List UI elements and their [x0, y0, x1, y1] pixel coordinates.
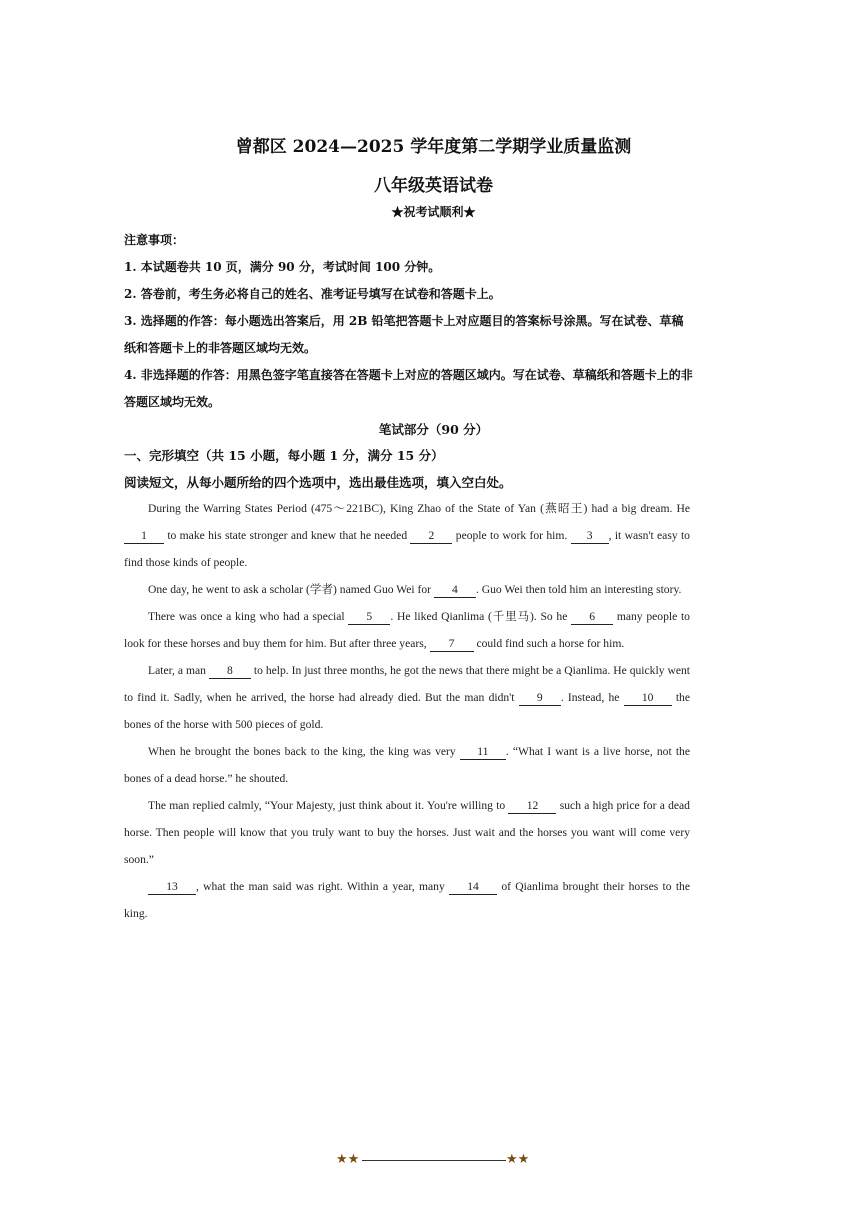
passage-text: One day, he went to ask a scholar (学者) named Guo Wei for: [148, 583, 434, 596]
passage-text: . Instead, he: [560, 691, 624, 704]
blank-9: 9: [519, 691, 561, 706]
notice-heading: 注意事项：: [124, 233, 185, 247]
passage-text: to make his state stronger and knew that he needed: [164, 529, 411, 542]
exam-subtitle: 八年级英语试卷: [374, 176, 493, 196]
star-icon: ★★: [506, 1152, 530, 1167]
exam-title: 曾都区 2024—2025 学年度第二学期学业质量监测: [235, 137, 632, 157]
passage-paragraph-5: [124, 738, 690, 792]
blank-7: 7: [430, 637, 474, 652]
exam-wish: ★祝考试顺利★: [391, 205, 476, 219]
blank-11: 11: [460, 745, 506, 760]
passage-text: such a high price for a dead horse. Then people will know that you truly want to buy the horses. Just wait and the horses you want will come very soon.”: [124, 799, 690, 866]
passage-paragraph-3: [124, 603, 690, 657]
passage-text: many people to look for these horses and buy them for him. But after three years,: [124, 610, 690, 650]
notice-item-1: 1. 本试题卷共 10 页，满分 90 分，考试时间 100 分钟。: [124, 260, 441, 274]
star-icon: ★★: [336, 1152, 360, 1167]
passage-text: During the Warring States Period (475～221BC), King Zhao of the State of Yan (燕昭王) had a big dream. He: [148, 502, 690, 515]
notice-item-2: 2. 答卷前，考生务必将自己的姓名、准考证号填写在试卷和答题卡上。: [124, 287, 501, 301]
footer-divider: [362, 1160, 506, 1161]
blank-5: 5: [348, 610, 390, 625]
part-title: 一、完形填空（共 15 小题，每小题 1 分，满分 15 分）: [124, 448, 444, 463]
passage-text: When he brought the bones back to the king, the king was very: [148, 745, 460, 758]
passage-text: the bones of the horse with 500 pieces of gold.: [124, 691, 690, 731]
passage-text: . Guo Wei then told him an interesting story.: [475, 583, 682, 596]
notice-item-4: 4. 非选择题的作答：用黑色签字笔直接答在答题卡上对应的答题区域内。写在试卷、草稿纸和答题卡上的非答题区域均无效。: [124, 368, 693, 409]
blank-1: 1: [124, 529, 164, 544]
passage-text: . “What I want is a live horse, not the bones of a dead horse.” he shouted.: [124, 745, 690, 785]
section-title: 笔试部分（90 分）: [378, 422, 489, 437]
blank-4: 4: [434, 583, 476, 598]
blank-13: 13: [148, 880, 196, 895]
blank-3: 3: [571, 529, 609, 544]
blank-2: 2: [410, 529, 452, 544]
passage-text: The man replied calmly, “Your Majesty, just think about it. You're willing to: [148, 799, 509, 812]
cloze-passage: [124, 495, 690, 927]
blank-8: 8: [209, 664, 251, 679]
passage-paragraph-7: [124, 873, 690, 927]
page-footer: [336, 1152, 532, 1168]
part-instruction: 阅读短文，从每小题所给的四个选项中，选出最佳选项，填入空白处。: [124, 475, 512, 490]
blank-14: 14: [449, 880, 497, 895]
notice-item-3: 3. 选择题的作答：每小题选出答案后，用 2B 铅笔把答题卡上对应题目的答案标号涂黑。写在试卷、草稿纸和答题卡上的非答题区域均无效。: [124, 314, 684, 355]
passage-text: to help. In just three months, he got the news that there might be a Qianlima. He quickly went to find it. Sadly, when he arrived, the horse had already died. But the man didn't: [124, 664, 690, 704]
passage-text: could find such a horse for him.: [473, 637, 625, 650]
blank-10: 10: [624, 691, 672, 706]
passage-paragraph-1: [124, 495, 690, 576]
passage-text: , it wasn't easy to find those kinds of people.: [124, 529, 690, 569]
passage-paragraph-2: [124, 576, 690, 603]
passage-text: of Qianlima brought their horses to the king.: [124, 880, 690, 920]
passage-text: , what the man said was right. Within a year, many: [196, 880, 450, 893]
blank-6: 6: [571, 610, 613, 625]
passage-paragraph-4: [124, 657, 690, 738]
passage-paragraph-6: [124, 792, 690, 873]
passage-text: There was once a king who had a special: [148, 610, 349, 623]
passage-text: Later, a man: [148, 664, 209, 677]
passage-text: people to work for him.: [452, 529, 571, 542]
passage-text: . He liked Qianlima (千里马). So he: [390, 610, 572, 623]
blank-12: 12: [508, 799, 556, 814]
